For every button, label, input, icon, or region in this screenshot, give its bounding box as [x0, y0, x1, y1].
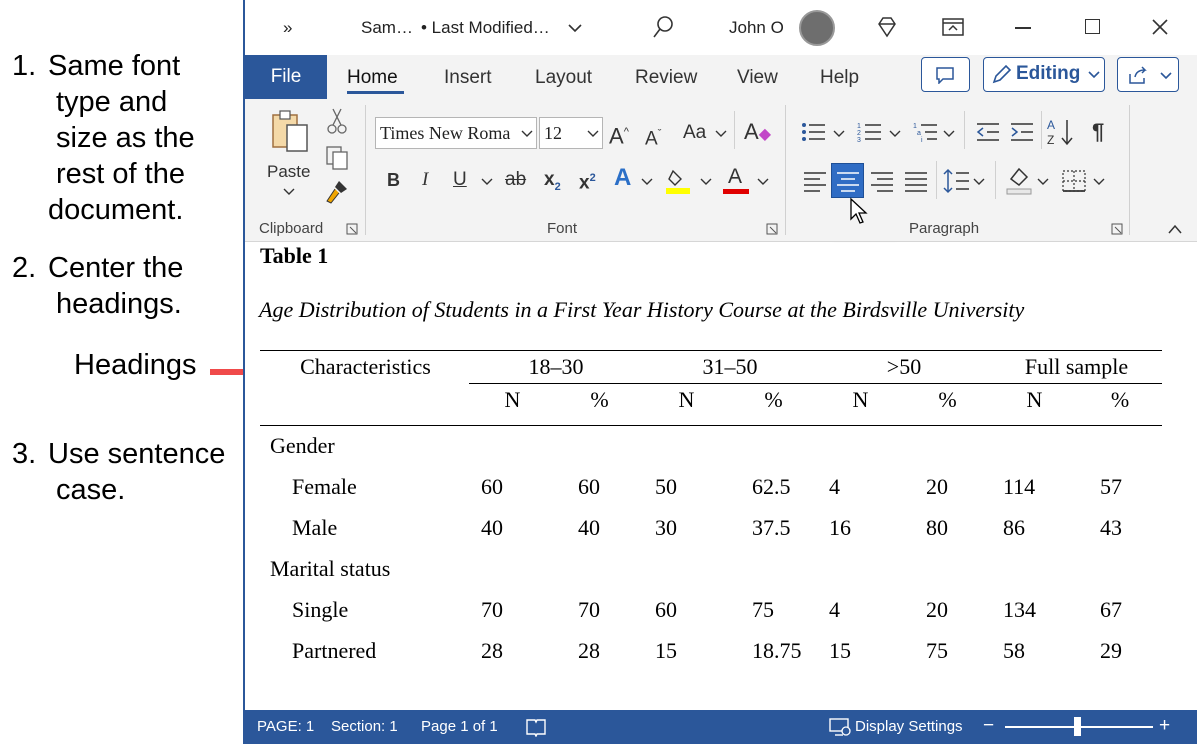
- column-header[interactable]: 31–50: [643, 351, 817, 384]
- table-cell[interactable]: 70: [481, 597, 503, 622]
- share-icon: [1127, 65, 1149, 85]
- tab-view[interactable]: View: [737, 67, 778, 88]
- chevron-down-icon[interactable]: [567, 22, 583, 34]
- note-3-line: Use sentence: [48, 438, 226, 470]
- table-cell[interactable]: [817, 426, 904, 467]
- chevron-down-icon[interactable]: [641, 177, 653, 187]
- document-name[interactable]: Sam…: [361, 18, 413, 37]
- row-label[interactable]: Male: [292, 515, 338, 540]
- increase-indent-icon[interactable]: [1009, 121, 1035, 143]
- separator: [964, 111, 965, 149]
- data-table[interactable]: [260, 350, 1162, 672]
- svg-text:1: 1: [857, 123, 861, 130]
- table-cell[interactable]: 75: [752, 597, 774, 622]
- avatar[interactable]: [799, 10, 835, 46]
- note-2-line: Center the: [48, 252, 184, 284]
- table-cell[interactable]: 18.75: [752, 638, 802, 663]
- note-3-line: case.: [56, 474, 126, 506]
- note-3-num: 3.: [12, 438, 37, 470]
- diamond-icon[interactable]: [875, 16, 899, 38]
- separator: [785, 105, 786, 235]
- note-1-line: type and: [56, 86, 168, 118]
- table-row: [260, 467, 1162, 508]
- table-cell[interactable]: 75: [926, 638, 948, 663]
- table-cell[interactable]: [1078, 549, 1162, 590]
- table-cell[interactable]: [730, 426, 817, 467]
- note-2-line: headings.: [56, 288, 182, 320]
- note-1-line: document.: [48, 194, 184, 226]
- note-3: [12, 436, 225, 508]
- table-cell[interactable]: [904, 426, 991, 467]
- tab-insert[interactable]: Insert: [444, 67, 492, 88]
- subscript-icon[interactable]: $x_2$: [544, 169, 561, 193]
- font-color-icon[interactable]: A: [723, 165, 749, 195]
- table-cell[interactable]: 43: [1100, 515, 1122, 540]
- table-cell[interactable]: [817, 549, 904, 590]
- subheader-cell[interactable]: %: [590, 386, 609, 412]
- line-spacing-icon[interactable]: [943, 167, 971, 195]
- chevron-down-icon[interactable]: [283, 187, 295, 197]
- subheader-cell[interactable]: N: [1026, 386, 1043, 412]
- table-cell[interactable]: 37.5: [752, 515, 791, 540]
- table-cell[interactable]: [1078, 426, 1162, 467]
- table-cell[interactable]: [991, 426, 1078, 467]
- row-label[interactable]: Marital status: [270, 556, 391, 581]
- pencil-icon: [990, 64, 1012, 86]
- table-cell[interactable]: 20: [926, 597, 948, 622]
- decrease-indent-icon[interactable]: [975, 121, 1001, 143]
- chevron-down-icon[interactable]: [1093, 177, 1105, 187]
- table-caption[interactable]: Age Distribution of Students in a First Year History Course at the Birdsville University: [259, 297, 1025, 322]
- svg-text:a: a: [917, 130, 921, 137]
- numbering-icon[interactable]: [857, 121, 883, 143]
- separator: [995, 161, 996, 199]
- subheader-cell[interactable]: %: [764, 386, 783, 412]
- section-number[interactable]: Section: 1: [331, 718, 398, 735]
- editing-mode-button[interactable]: [983, 57, 1105, 92]
- comments-button[interactable]: [921, 57, 970, 92]
- ribbon-tabs: [245, 55, 1197, 99]
- word-window: [243, 0, 1197, 744]
- separator: [365, 105, 366, 235]
- table-cell[interactable]: 50: [655, 474, 677, 499]
- table-cell[interactable]: 70: [578, 597, 600, 622]
- table-cell[interactable]: 67: [1100, 597, 1122, 622]
- svg-text:A: A: [1047, 118, 1056, 132]
- table-cell[interactable]: 62.5: [752, 474, 791, 499]
- tab-review[interactable]: Review: [635, 67, 698, 88]
- table-cell[interactable]: 20: [926, 474, 948, 499]
- table-cell[interactable]: 80: [926, 515, 948, 540]
- font-size-dropdown[interactable]: [539, 117, 603, 149]
- cut-icon[interactable]: [327, 107, 347, 135]
- column-header[interactable]: 18–30: [469, 351, 643, 384]
- row-label[interactable]: Female: [292, 474, 357, 499]
- chevron-down-icon[interactable]: [943, 129, 955, 139]
- tab-layout[interactable]: Layout: [535, 67, 593, 88]
- page-count[interactable]: Page 1 of 1: [421, 718, 498, 735]
- close-icon[interactable]: [1151, 18, 1169, 36]
- bullets-icon[interactable]: [801, 121, 827, 143]
- chevron-down-icon[interactable]: [757, 177, 769, 187]
- chevron-down-icon: [1160, 71, 1172, 81]
- format-painter-icon[interactable]: [325, 179, 351, 205]
- user-name[interactable]: John O: [729, 18, 784, 37]
- editing-label: Editing: [1016, 63, 1081, 84]
- chevron-down-icon[interactable]: [715, 129, 727, 139]
- font-name-dropdown[interactable]: [375, 117, 537, 149]
- underline-icon[interactable]: U: [453, 169, 467, 190]
- table-cell[interactable]: 30: [655, 515, 677, 540]
- table-cell[interactable]: 134: [1003, 597, 1036, 622]
- table-cell[interactable]: [643, 426, 730, 467]
- tab-help[interactable]: Help: [820, 67, 860, 88]
- display-settings-label[interactable]: Display Settings: [855, 718, 963, 735]
- display-settings-icon[interactable]: [828, 717, 852, 737]
- table-cell[interactable]: 40: [481, 515, 503, 540]
- bold-icon[interactable]: B: [387, 170, 400, 190]
- tab-file[interactable]: File: [245, 55, 327, 99]
- italic-icon[interactable]: I: [422, 169, 429, 190]
- status-bar: [245, 710, 1197, 744]
- table-body: [260, 426, 1162, 672]
- active-tab-underline: [347, 91, 404, 94]
- change-case-button[interactable]: Aa: [683, 122, 707, 143]
- separator: [1129, 105, 1130, 235]
- table-cell[interactable]: 60: [655, 597, 677, 622]
- grow-font-icon[interactable]: A^: [609, 123, 629, 149]
- highlight-icon[interactable]: [665, 167, 691, 195]
- table-number[interactable]: Table 1: [260, 243, 329, 268]
- note-2: [12, 250, 183, 322]
- separator: [734, 111, 735, 149]
- column-header[interactable]: Full sample: [991, 351, 1162, 384]
- table-row: [260, 631, 1162, 672]
- shrink-font-icon[interactable]: $A^ˇ$: [645, 128, 662, 150]
- column-header[interactable]: Characteristics: [300, 354, 431, 380]
- table-cell[interactable]: [904, 549, 991, 590]
- ribbon-display-icon[interactable]: [941, 17, 965, 37]
- svg-text:i: i: [921, 137, 923, 143]
- note-1-line: size as the: [56, 122, 195, 154]
- paste-icon[interactable]: [271, 109, 311, 153]
- table-cell[interactable]: 57: [1100, 474, 1122, 499]
- svg-text:3: 3: [857, 137, 861, 143]
- dialog-launcher-icon[interactable]: [766, 223, 778, 235]
- table-cell[interactable]: [556, 549, 643, 590]
- table-cell[interactable]: 15: [829, 638, 851, 663]
- collapse-ribbon-icon[interactable]: [1167, 223, 1183, 235]
- zoom-slider-thumb[interactable]: [1074, 717, 1081, 736]
- table-cell[interactable]: [991, 549, 1078, 590]
- tab-home[interactable]: Home: [347, 67, 398, 88]
- maximize-button[interactable]: [1085, 19, 1100, 34]
- paragraph-group-label: Paragraph: [909, 220, 980, 237]
- note-2-num: 2.: [12, 252, 37, 284]
- chevron-down-icon[interactable]: [973, 177, 985, 187]
- table-row: [260, 508, 1162, 549]
- row-label[interactable]: Gender: [270, 433, 335, 459]
- chevron-down-icon[interactable]: [1037, 177, 1049, 187]
- table-cell[interactable]: [260, 384, 469, 426]
- multilevel-list-icon[interactable]: [913, 121, 939, 143]
- note-1: [12, 48, 195, 228]
- overflow-button[interactable]: »: [283, 18, 293, 37]
- font-name-value: Times New Roma: [380, 123, 511, 143]
- svg-text:Z: Z: [1047, 133, 1055, 147]
- share-button[interactable]: [1117, 57, 1179, 92]
- shading-icon[interactable]: [1005, 165, 1033, 195]
- superscript-icon[interactable]: $x^2$: [579, 172, 596, 194]
- clipboard-group-label: Clipboard: [259, 220, 324, 237]
- chevron-down-icon[interactable]: [481, 177, 493, 187]
- paste-label[interactable]: Paste: [267, 162, 311, 181]
- chevron-down-icon: [521, 129, 533, 139]
- chevron-down-icon[interactable]: [833, 129, 845, 139]
- table-cell[interactable]: 28: [578, 638, 600, 663]
- table-cell[interactable]: 60: [481, 474, 503, 499]
- table-row: [260, 590, 1162, 631]
- subheader-cell[interactable]: N: [852, 386, 869, 412]
- borders-icon[interactable]: [1061, 169, 1087, 193]
- headings-label: Headings: [74, 349, 197, 381]
- last-modified[interactable]: • Last Modified…: [421, 18, 550, 37]
- table-cell[interactable]: 86: [1003, 515, 1025, 540]
- table-cell[interactable]: 15: [655, 638, 677, 663]
- zoom-in-button[interactable]: +: [1159, 715, 1171, 736]
- table-cell[interactable]: 58: [1003, 638, 1025, 663]
- clear-formatting-icon[interactable]: A◆: [744, 119, 771, 144]
- table-cell[interactable]: [730, 549, 817, 590]
- note-1-num: 1.: [12, 50, 37, 82]
- dialog-launcher-icon[interactable]: [346, 223, 358, 235]
- align-right-icon[interactable]: [869, 169, 895, 193]
- table-cell[interactable]: 4: [829, 474, 840, 499]
- table-cell[interactable]: 114: [1003, 474, 1036, 499]
- document-page: [245, 243, 1197, 710]
- home-ribbon: [245, 99, 1197, 242]
- comment-icon: [935, 66, 955, 84]
- svg-text:1: 1: [913, 123, 917, 130]
- table-row: [260, 549, 1162, 590]
- align-left-icon[interactable]: [802, 169, 828, 193]
- table-cell[interactable]: [643, 549, 730, 590]
- column-header[interactable]: >50: [817, 351, 991, 384]
- mouse-cursor-icon: [849, 197, 871, 225]
- separator: [1041, 111, 1042, 149]
- zoom-out-button[interactable]: −: [983, 715, 995, 736]
- justify-icon[interactable]: [903, 169, 929, 193]
- separator: [936, 161, 937, 199]
- strikethrough-icon[interactable]: ab: [505, 169, 527, 190]
- table-cell[interactable]: 16: [829, 515, 851, 540]
- note-1-line: rest of the: [56, 158, 185, 190]
- read-mode-icon[interactable]: [525, 717, 547, 737]
- table-cell[interactable]: 60: [578, 474, 600, 499]
- subheader-cell[interactable]: N: [504, 386, 521, 412]
- chevron-down-icon: [1088, 70, 1100, 80]
- search-icon[interactable]: [651, 14, 675, 40]
- font-size-value: 12: [544, 123, 562, 143]
- svg-text:2: 2: [857, 130, 861, 137]
- table-cell[interactable]: [469, 549, 556, 590]
- table-row: [260, 426, 1162, 467]
- table-cell[interactable]: 40: [578, 515, 600, 540]
- page-number[interactable]: PAGE: 1: [257, 718, 315, 735]
- minimize-button[interactable]: [1015, 27, 1031, 29]
- subheader-cell[interactable]: N: [678, 386, 695, 412]
- chevron-down-icon[interactable]: [889, 129, 901, 139]
- dialog-launcher-icon[interactable]: [1111, 223, 1123, 235]
- table-cell[interactable]: 4: [829, 597, 840, 622]
- table-cell[interactable]: [469, 426, 556, 467]
- show-formatting-icon[interactable]: ¶: [1092, 119, 1105, 144]
- subheader-cell[interactable]: %: [938, 386, 957, 412]
- table-cell[interactable]: 28: [481, 638, 503, 663]
- align-center-icon: [835, 169, 861, 193]
- title-bar: [245, 0, 1197, 55]
- font-group-label: Font: [547, 220, 578, 237]
- row-label[interactable]: Single: [292, 597, 349, 622]
- align-center-button[interactable]: [831, 163, 864, 198]
- sort-icon[interactable]: [1047, 117, 1075, 147]
- row-label[interactable]: Partnered: [292, 638, 377, 663]
- table-cell[interactable]: 29: [1100, 638, 1122, 663]
- chevron-down-icon[interactable]: [700, 177, 712, 187]
- chevron-down-icon: [587, 129, 599, 139]
- copy-icon[interactable]: [325, 145, 349, 171]
- text-effects-icon[interactable]: A: [614, 164, 632, 191]
- table-cell[interactable]: [556, 426, 643, 467]
- note-1-line: Same font: [48, 50, 181, 82]
- subheader-cell[interactable]: %: [1110, 386, 1130, 412]
